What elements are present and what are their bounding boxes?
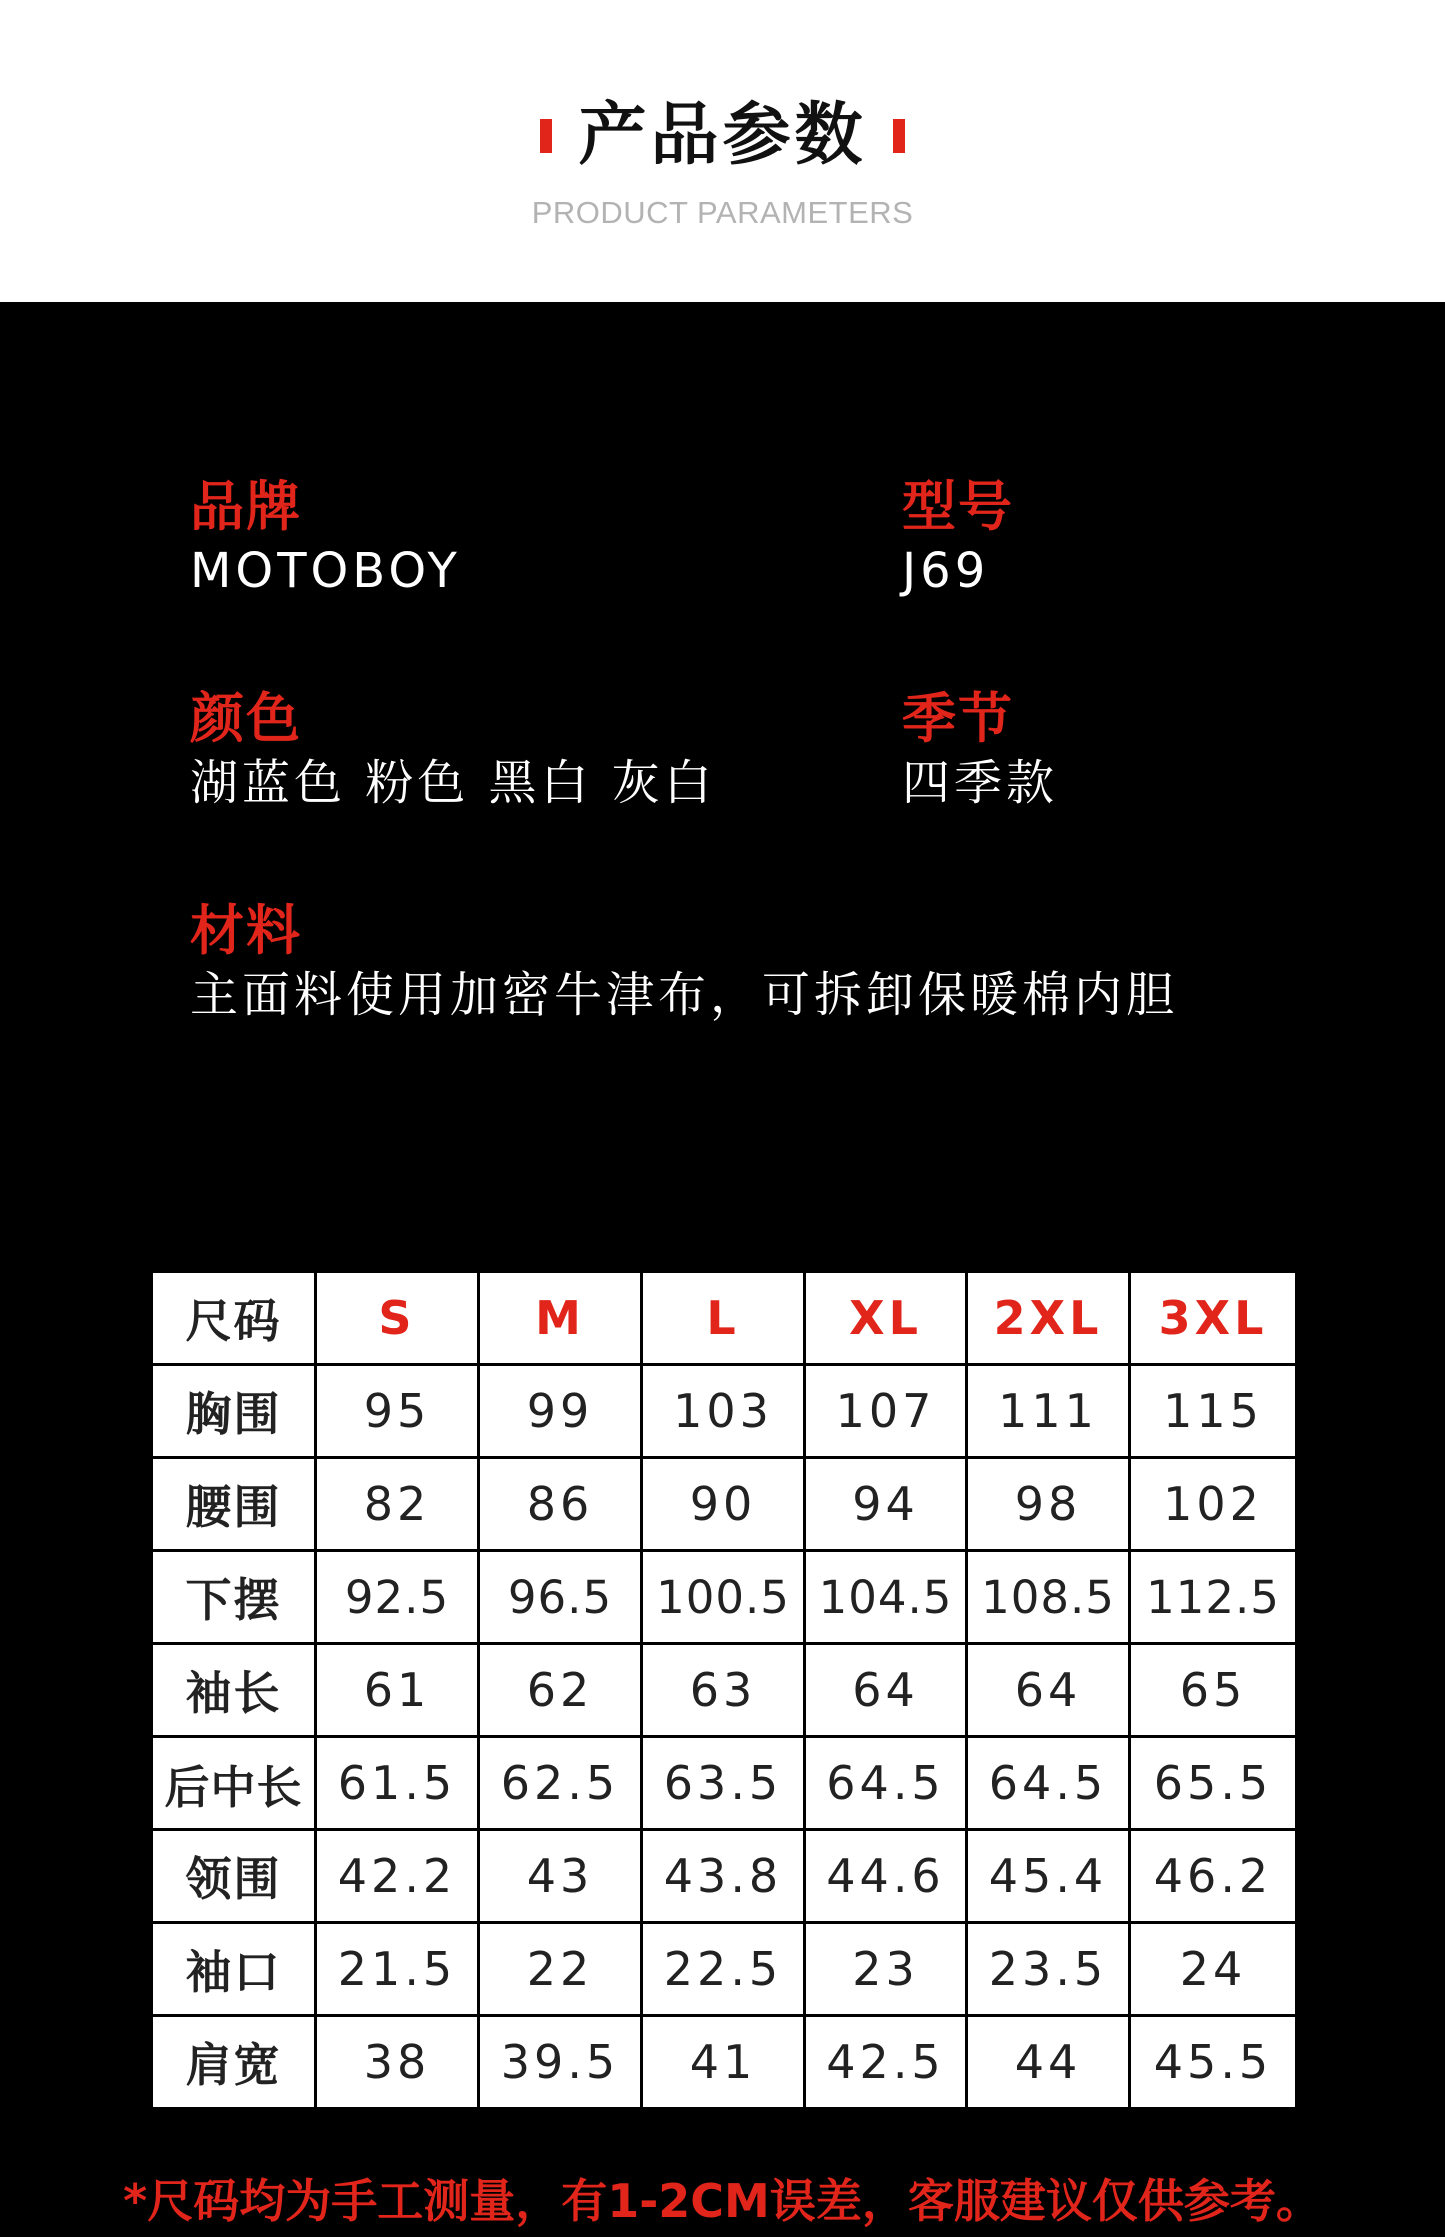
table-cell: 63 xyxy=(642,1644,805,1737)
table-row-label: 领围 xyxy=(152,1830,316,1923)
table-row-label: 袖口 xyxy=(152,1923,316,2016)
size-table-header-cell: 2XL xyxy=(967,1272,1130,1365)
size-table-header-cell: XL xyxy=(805,1272,967,1365)
size-table-header-cell: M xyxy=(479,1272,642,1365)
table-cell: 22.5 xyxy=(642,1923,805,2016)
param-season-value: 四季款 xyxy=(902,755,1059,811)
table-row xyxy=(152,1737,1297,1830)
table-cell: 43.8 xyxy=(642,1830,805,1923)
table-cell: 62.5 xyxy=(479,1737,642,1830)
param-model-value: J69 xyxy=(902,543,990,599)
param-material xyxy=(190,898,1178,1026)
table-cell: 65.5 xyxy=(1130,1737,1297,1830)
table-cell: 107 xyxy=(805,1365,967,1458)
table-cell: 45.4 xyxy=(967,1830,1130,1923)
table-cell: 61 xyxy=(316,1644,479,1737)
size-table-header-cell: 尺码 xyxy=(152,1272,316,1365)
table-cell: 21.5 xyxy=(316,1923,479,2016)
size-table-wrapper xyxy=(150,1270,1295,2108)
table-cell: 22 xyxy=(479,1923,642,2016)
size-table-header-cell: L xyxy=(642,1272,805,1365)
table-cell: 24 xyxy=(1130,1923,1297,2016)
table-row-label: 袖长 xyxy=(152,1644,316,1737)
param-brand-value: MOTOBOY xyxy=(190,543,461,599)
table-cell: 86 xyxy=(479,1458,642,1551)
table-cell: 96.5 xyxy=(479,1551,642,1644)
table-cell: 92.5 xyxy=(316,1551,479,1644)
table-cell: 38 xyxy=(316,2016,479,2109)
page-title: 产品参数 xyxy=(578,96,867,175)
table-cell: 42.5 xyxy=(805,2016,967,2109)
size-table xyxy=(150,1270,1298,2110)
table-row xyxy=(152,1458,1297,1551)
param-material-label: 材料 xyxy=(190,899,302,962)
table-cell: 64.5 xyxy=(967,1737,1130,1830)
table-row xyxy=(152,1830,1297,1923)
measurement-note: *尺码均为手工测量，有1-2CM误差，客服建议仅供参考。 xyxy=(123,2174,1322,2228)
table-cell: 41 xyxy=(642,2016,805,2109)
table-row xyxy=(152,1365,1297,1458)
title-row xyxy=(0,88,1445,184)
table-cell: 112.5 xyxy=(1130,1551,1297,1644)
header-section xyxy=(0,0,1445,302)
title-accent-bar-right xyxy=(893,119,905,153)
table-cell: 111 xyxy=(967,1365,1130,1458)
table-cell: 45.5 xyxy=(1130,2016,1297,2109)
param-model-label: 型号 xyxy=(902,475,1014,538)
table-cell: 43 xyxy=(479,1830,642,1923)
table-cell: 103 xyxy=(642,1365,805,1458)
table-cell: 82 xyxy=(316,1458,479,1551)
table-cell: 64 xyxy=(967,1644,1130,1737)
table-row xyxy=(152,1644,1297,1737)
table-row xyxy=(152,2016,1297,2109)
table-cell: 61.5 xyxy=(316,1737,479,1830)
table-cell: 115 xyxy=(1130,1365,1297,1458)
table-cell: 64 xyxy=(805,1644,967,1737)
table-row xyxy=(152,1551,1297,1644)
param-season-label: 季节 xyxy=(902,687,1014,750)
table-cell: 95 xyxy=(316,1365,479,1458)
table-row-label: 腰围 xyxy=(152,1458,316,1551)
param-season xyxy=(902,686,1058,814)
size-table-header-cell: S xyxy=(316,1272,479,1365)
param-color-value: 湖蓝色 粉色 黑白 灰白 xyxy=(190,755,716,811)
table-cell: 104.5 xyxy=(805,1551,967,1644)
table-cell: 23.5 xyxy=(967,1923,1130,2016)
table-cell: 42.2 xyxy=(316,1830,479,1923)
param-model xyxy=(902,474,1014,602)
table-cell: 44.6 xyxy=(805,1830,967,1923)
size-table-header-row xyxy=(152,1272,1297,1365)
table-row-label: 肩宽 xyxy=(152,2016,316,2109)
table-cell: 65 xyxy=(1130,1644,1297,1737)
table-cell: 99 xyxy=(479,1365,642,1458)
table-cell: 98 xyxy=(967,1458,1130,1551)
table-cell: 94 xyxy=(805,1458,967,1551)
table-cell: 102 xyxy=(1130,1458,1297,1551)
param-brand xyxy=(190,474,461,602)
table-cell: 46.2 xyxy=(1130,1830,1297,1923)
table-row-label: 后中长 xyxy=(152,1737,316,1830)
table-cell: 44 xyxy=(967,2016,1130,2109)
param-color xyxy=(190,686,716,814)
param-material-value: 主面料使用加密牛津布，可拆卸保暖棉内胆 xyxy=(190,967,1179,1023)
table-cell: 63.5 xyxy=(642,1737,805,1830)
table-row xyxy=(152,1923,1297,2016)
table-row-label: 胸围 xyxy=(152,1365,316,1458)
param-brand-label: 品牌 xyxy=(190,475,302,538)
size-table-header-cell: 3XL xyxy=(1130,1272,1297,1365)
table-row-label: 下摆 xyxy=(152,1551,316,1644)
title-accent-bar-left xyxy=(540,119,552,153)
table-cell: 39.5 xyxy=(479,2016,642,2109)
param-color-label: 颜色 xyxy=(190,687,302,750)
page-subtitle: PRODUCT PARAMETERS xyxy=(531,195,914,230)
table-cell: 64.5 xyxy=(805,1737,967,1830)
table-cell: 62 xyxy=(479,1644,642,1737)
table-cell: 90 xyxy=(642,1458,805,1551)
table-cell: 100.5 xyxy=(642,1551,805,1644)
table-cell: 23 xyxy=(805,1923,967,2016)
table-cell: 108.5 xyxy=(967,1551,1130,1644)
